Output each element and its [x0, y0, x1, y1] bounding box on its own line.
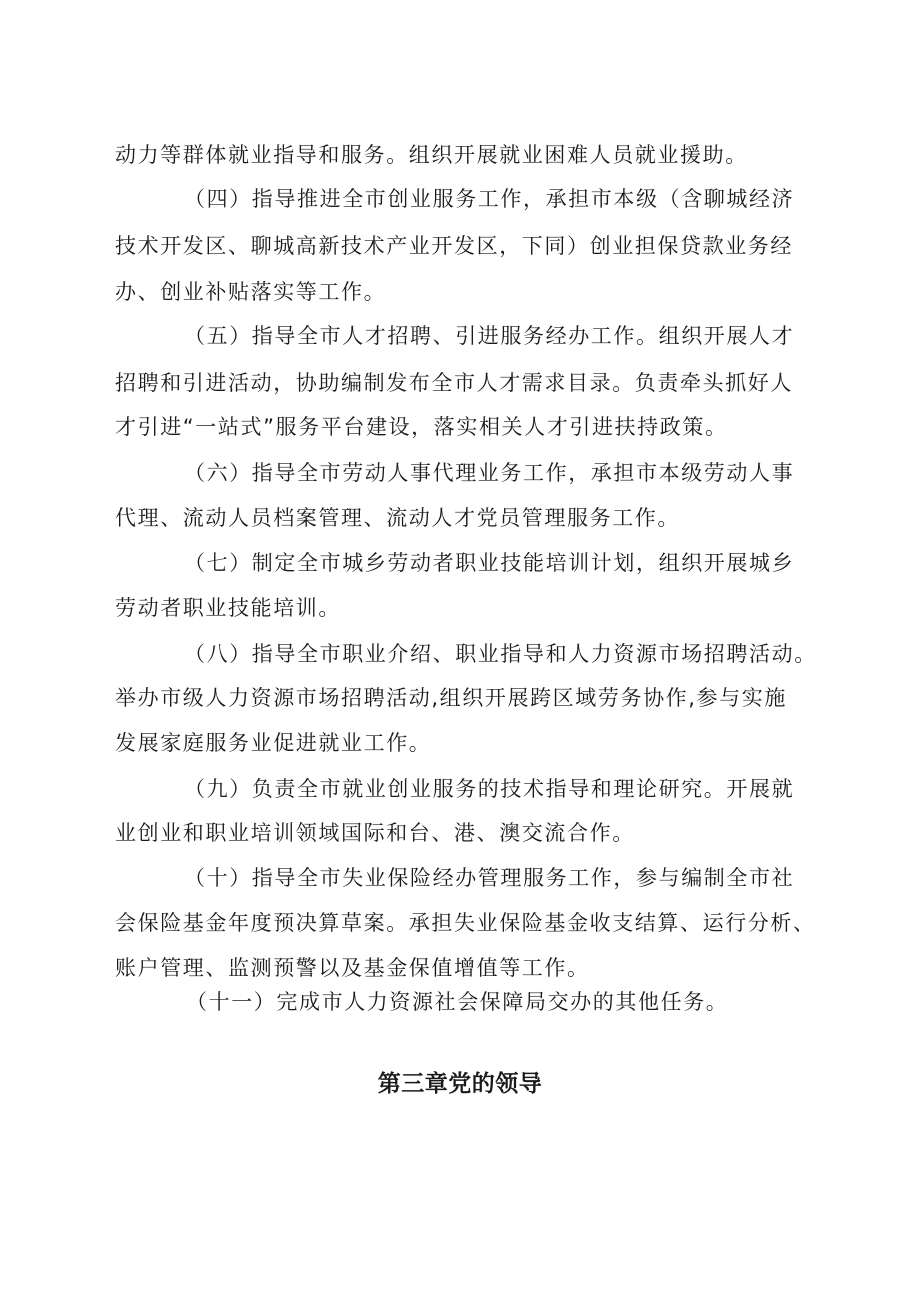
paragraph-line: （八）指导全市职业介绍、职业指导和人力资源市场招聘活动。: [184, 642, 817, 666]
paragraph-line: （七）制定全市城乡劳动者职业技能培训计划，组织开展城乡: [184, 551, 795, 575]
paragraph-line: （十一）完成市人力资源社会保障局交办的其他任务。: [186, 990, 729, 1014]
paragraph-line: 才引进“一站式”服务平台建设，落实相关人才引进扶持政策。: [115, 415, 728, 439]
paragraph-line: 业创业和职业培训领域国际和台、港、澳交流合作。: [115, 821, 635, 845]
paragraph-line: （六）指导全市劳动人事代理业务工作，承担市本级劳动人事: [184, 461, 795, 485]
paragraph-line: （四）指导推进全市创业服务工作，承担市本级（含聊城经济: [184, 187, 795, 211]
paragraph-line: 技术开发区、聊城高新技术产业开发区，下同）创业担保贷款业务经: [115, 234, 793, 258]
paragraph-line: 发展家庭服务业促进就业工作。: [115, 731, 432, 755]
paragraph-line: 动力等群体就业指导和服务。组织开展就业困难人员就业援助。: [115, 143, 748, 167]
paragraph-line: 办、创业补贴落实等工作。: [115, 280, 387, 304]
paragraph-line: 举办市级人力资源市场招聘活动,组织开展跨区域劳务协作,参与实施: [115, 686, 787, 710]
paragraph-line: （九）负责全市就业创业服务的技术指导和理论研究。开展就: [184, 777, 795, 801]
paragraph-line: 劳动者职业技能培训。: [115, 596, 341, 620]
chapter-heading: 第三章党的领导: [377, 1071, 543, 1097]
paragraph-line: 招聘和引进活动，协助编制发布全市人才需求目录。负责牵头抓好人: [115, 371, 793, 395]
paragraph-line: （十）指导全市失业保险经办管理服务工作，参与编制全市社: [184, 866, 795, 890]
paragraph-line: 会保险基金年度预决算草案。承担失业保险基金收支结算、运行分析、: [115, 911, 816, 935]
paragraph-line: （五）指导全市人才招聘、引进服务经办工作。组织开展人才: [184, 324, 795, 348]
paragraph-line: 代理、流动人员档案管理、流动人才党员管理服务工作。: [115, 506, 680, 530]
paragraph-line: 账户管理、监测预警以及基金保值增值等工作。: [115, 956, 590, 980]
